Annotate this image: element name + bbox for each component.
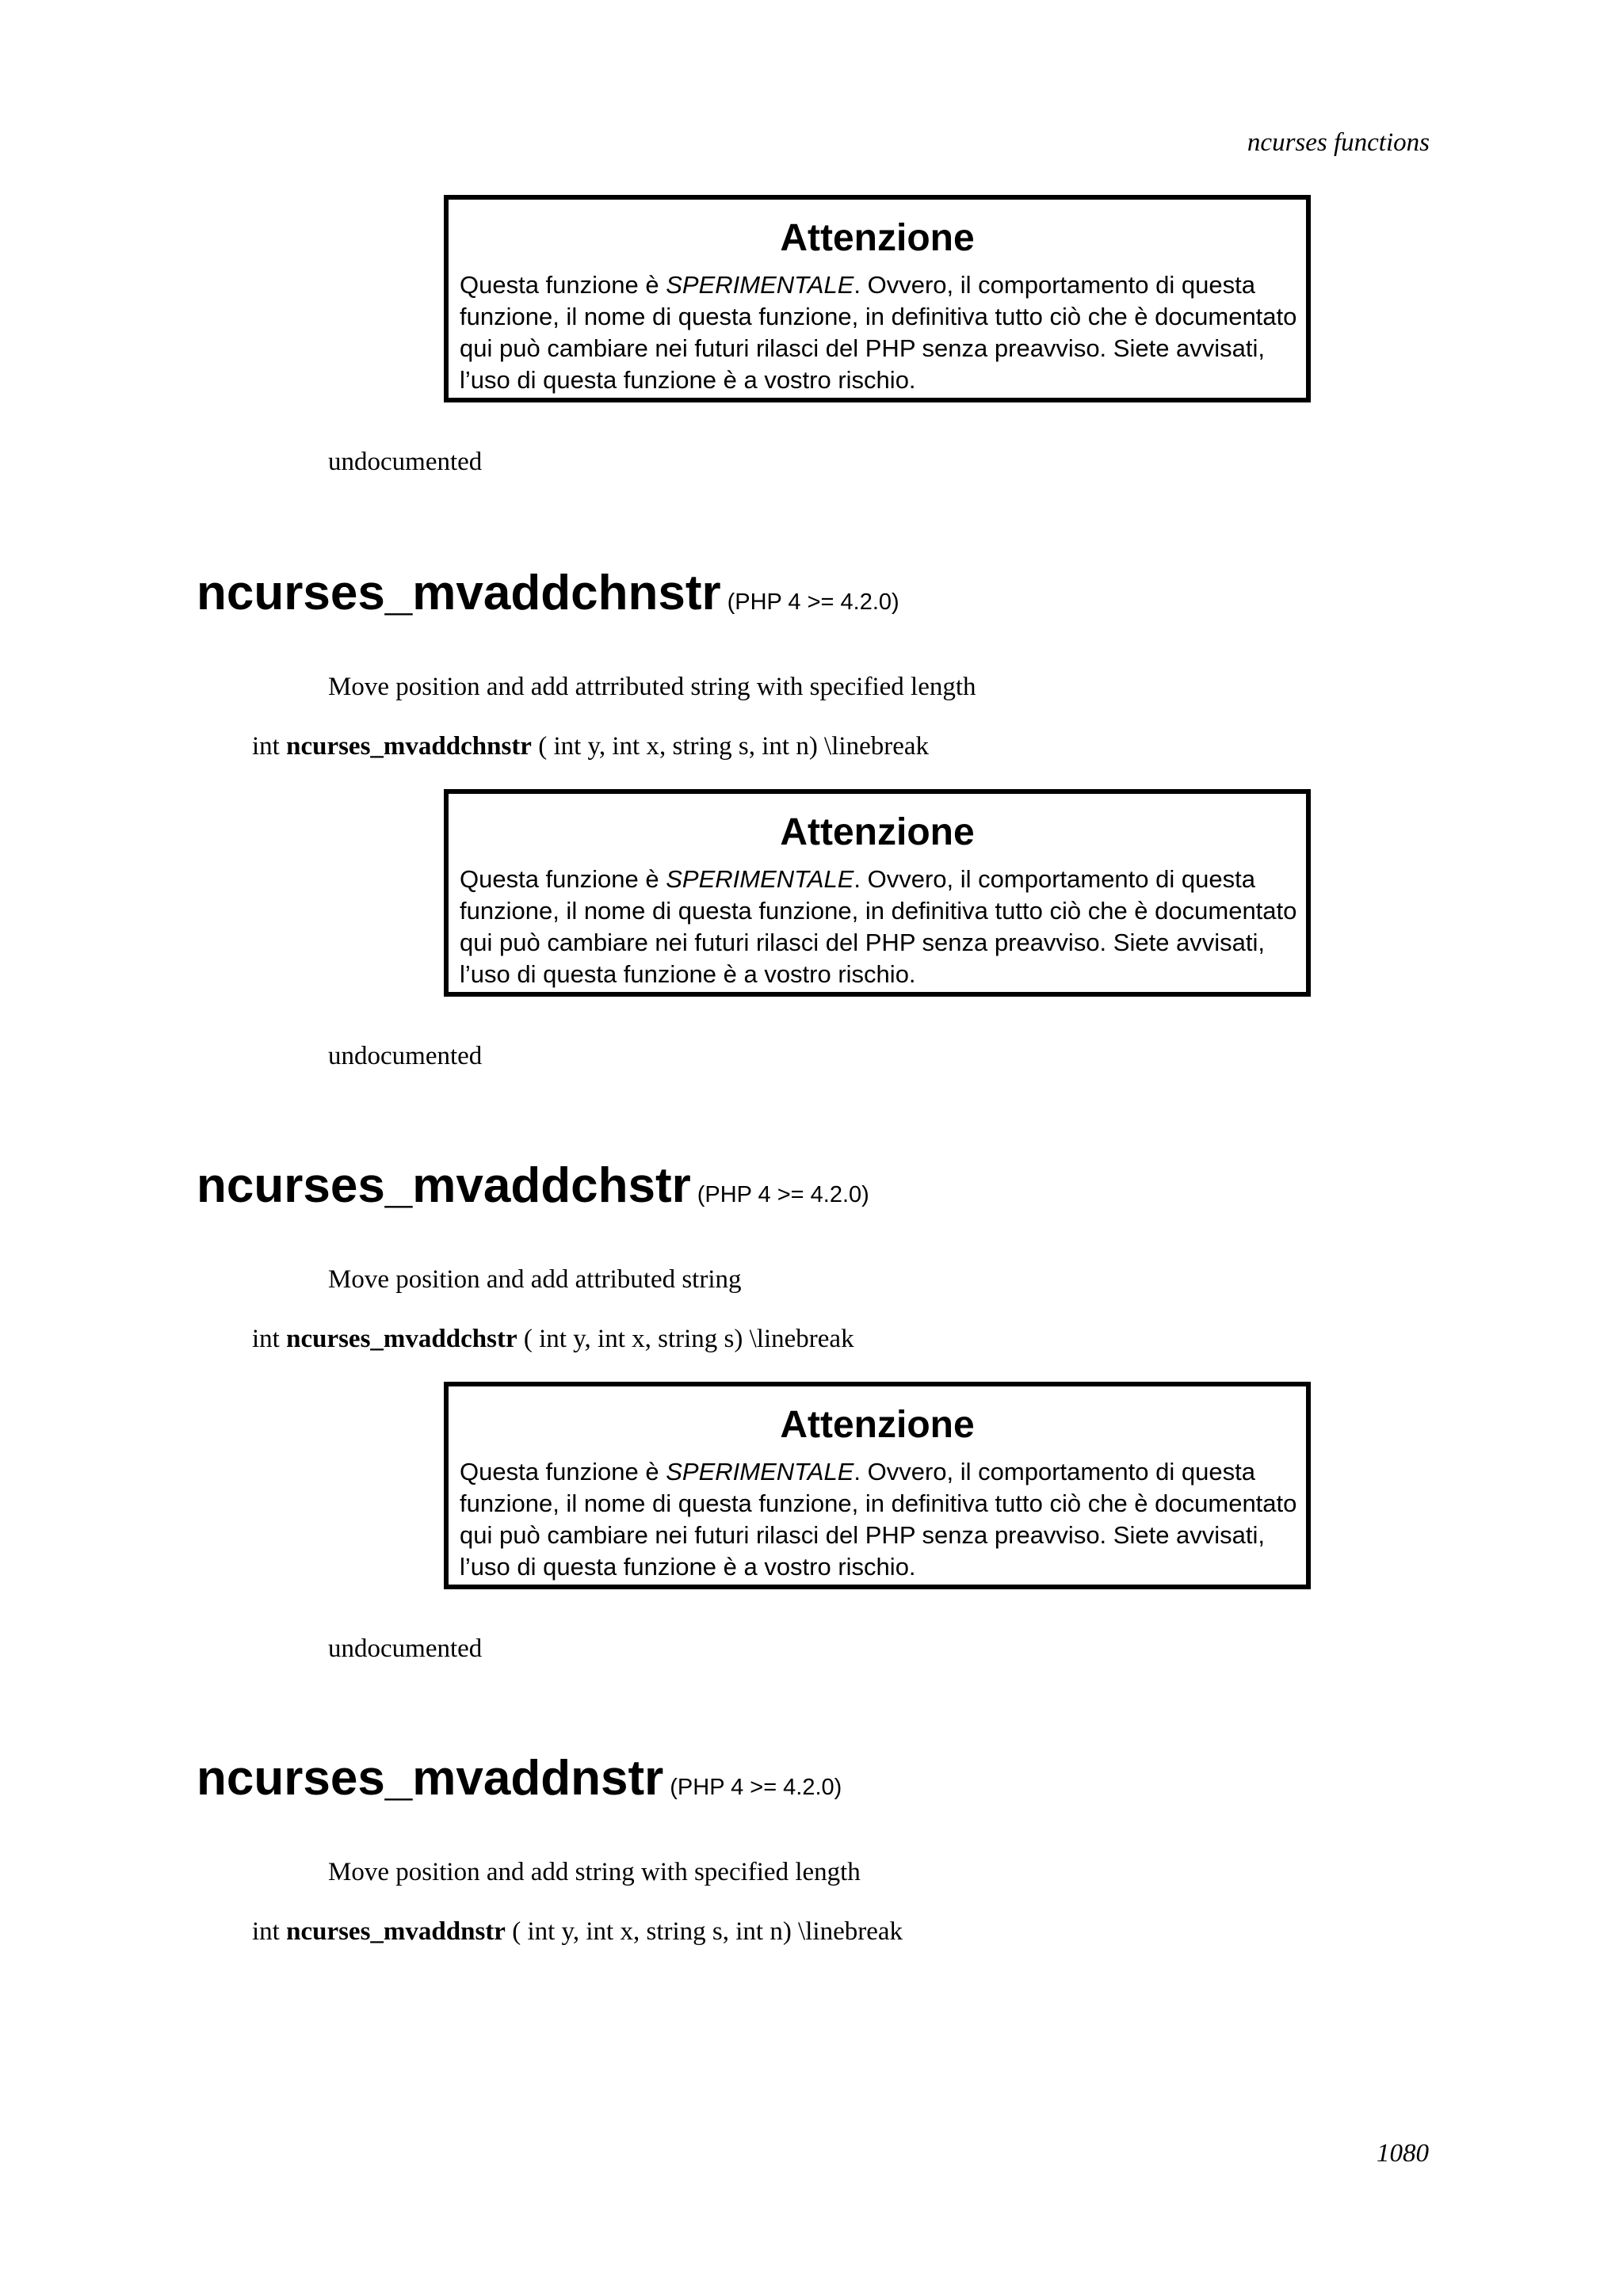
function-description: Move position and add attrributed string with specified length	[328, 673, 976, 701]
parameter-list: ( int y, int x, string s, int n) \linebreak	[538, 732, 929, 761]
function-synopsis	[252, 730, 929, 762]
warning-text	[460, 269, 1308, 396]
undocumented-note: undocumented	[328, 1634, 483, 1663]
warning-emphasis: SPERIMENTALE	[666, 271, 854, 299]
page-number: 1080	[1377, 2139, 1429, 2168]
warning-emphasis: SPERIMENTALE	[666, 1458, 854, 1486]
function-name: ncurses_mvaddnstr	[197, 1751, 664, 1806]
warning-text-before: Questa funzione è	[460, 271, 666, 299]
warning-title: Attenzione	[780, 217, 975, 259]
function-heading	[197, 1158, 869, 1214]
version-info: (PHP 4 >= 4.2.0)	[697, 1182, 869, 1207]
warning-text	[460, 864, 1308, 990]
function-heading	[197, 566, 899, 621]
running-header: ncurses functions	[1247, 128, 1430, 157]
return-type: int	[252, 732, 280, 761]
warning-text-before: Questa funzione è	[460, 1458, 666, 1486]
warning-title: Attenzione	[780, 811, 975, 853]
warning-text	[460, 1456, 1308, 1583]
undocumented-note: undocumented	[328, 448, 483, 476]
warning-box	[444, 789, 1311, 997]
warning-emphasis: SPERIMENTALE	[666, 865, 854, 893]
synopsis-function-name: ncurses_mvaddchnstr	[286, 732, 532, 761]
function-synopsis	[252, 1916, 903, 1947]
version-info: (PHP 4 >= 4.2.0)	[670, 1775, 842, 1800]
function-heading	[197, 1751, 842, 1806]
function-name: ncurses_mvaddchstr	[197, 1158, 691, 1213]
function-synopsis	[252, 1323, 854, 1355]
warning-text-after: . Ovvero, il comportamento di questa funzione, il nome di questa funzione, in definitiva tutto ciò che è documentato qui può cambiare nei futuri rilasci del PHP senza preavviso. Siete avvisati, l’uso di questa funzione è a vostro rischio.	[460, 865, 1297, 988]
warning-text-before: Questa funzione è	[460, 865, 666, 893]
return-type: int	[252, 1325, 280, 1353]
return-type: int	[252, 1917, 280, 1946]
warning-text-after: . Ovvero, il comportamento di questa funzione, il nome di questa funzione, in definitiva tutto ciò che è documentato qui può cambiare nei futuri rilasci del PHP senza preavviso. Siete avvisati, l’uso di questa funzione è a vostro rischio.	[460, 271, 1297, 394]
parameter-list: ( int y, int x, string s) \linebreak	[523, 1325, 854, 1353]
parameter-list: ( int y, int x, string s, int n) \linebreak	[512, 1917, 903, 1946]
synopsis-function-name: ncurses_mvaddnstr	[286, 1917, 506, 1946]
function-description: Move position and add attributed string	[328, 1265, 742, 1294]
warning-box	[444, 1382, 1311, 1589]
warning-text-after: . Ovvero, il comportamento di questa funzione, il nome di questa funzione, in definitiva tutto ciò che è documentato qui può cambiare nei futuri rilasci del PHP senza preavviso. Siete avvisati, l’uso di questa funzione è a vostro rischio.	[460, 1458, 1297, 1581]
warning-title: Attenzione	[780, 1404, 975, 1446]
function-description: Move position and add string with specified length	[328, 1858, 861, 1886]
warning-box	[444, 195, 1311, 402]
synopsis-function-name: ncurses_mvaddchstr	[286, 1325, 517, 1353]
function-name: ncurses_mvaddchnstr	[197, 566, 721, 620]
undocumented-note: undocumented	[328, 1042, 483, 1070]
version-info: (PHP 4 >= 4.2.0)	[727, 589, 899, 615]
